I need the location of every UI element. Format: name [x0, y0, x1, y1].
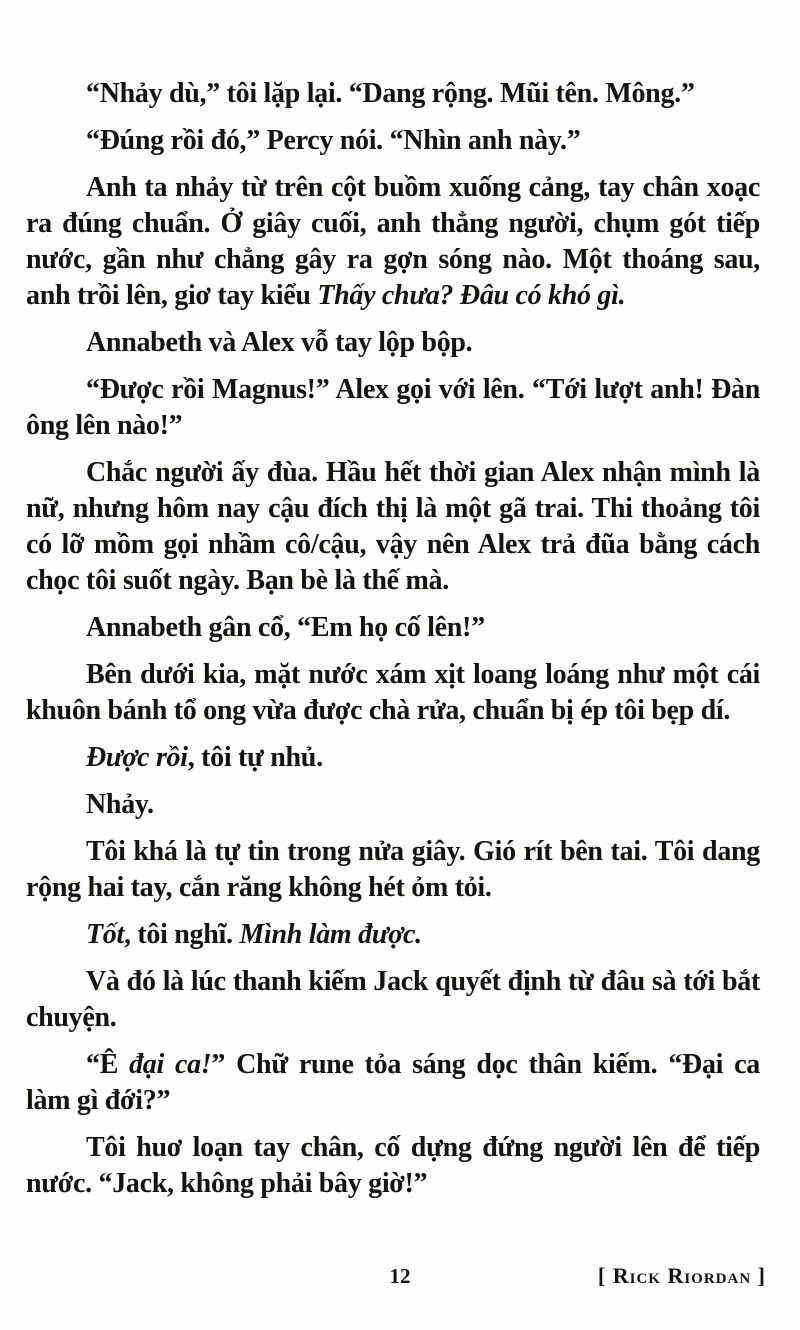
paragraph [26, 170, 760, 314]
italic-text-run: Được rồi [86, 742, 188, 773]
paragraph [26, 834, 760, 906]
paragraph [26, 610, 760, 646]
italic-text-run: Mình làm được. [239, 919, 422, 950]
paragraph [26, 123, 760, 159]
text-run: Anh ta nhảy từ trên cột buồm xuống cảng, tay chân xoạc ra đúng chuẩn. Ở giây cuối, anh thẳng người, chụm gót tiếp nước, gần như chẳng gây ra gợn sóng nào. Một thoáng sau, anh trồi lên, giơ tay kiểu [26, 172, 760, 311]
text-run: “Nhảy dù,” tôi lặp lại. “Dang rộng. Mũi tên. Mông.” [86, 78, 695, 109]
page-footer [0, 1263, 800, 1293]
text-run: Bên dưới kia, mặt nước xám xịt loang loáng như một cái khuôn bánh tổ ong vừa được chà rửa, chuẩn bị ép tôi bẹp dí. [26, 659, 760, 726]
paragraph [26, 917, 760, 953]
text-run: , tôi nghĩ. [123, 919, 240, 950]
paragraph [26, 787, 760, 823]
text-run: “Ê [86, 1049, 130, 1080]
italic-text-run: Thấy chưa? Đâu có khó gì. [317, 280, 626, 311]
paragraph [26, 76, 760, 112]
text-run: “Đúng rồi đó,” Percy nói. “Nhìn anh này.” [86, 125, 581, 156]
text-run: Chắc người ấy đùa. Hầu hết thời gian Alex nhận mình là nữ, nhưng hôm nay cậu đích thị là một gã trai. Thi thoảng tôi có lỡ mồm gọi nhầm cô/cậu, vậy nên Alex trả đũa bằng cách chọc tôi suốt ngày. Bạn bè là thế mà. [26, 457, 760, 596]
paragraph [26, 455, 760, 599]
paragraph [26, 1047, 760, 1119]
text-run: , tôi tự nhủ. [187, 742, 323, 773]
text-run: Annabeth và Alex vỗ tay lộp bộp. [86, 327, 473, 358]
paragraph [26, 740, 760, 776]
paragraph [26, 325, 760, 361]
paragraph [26, 372, 760, 444]
italic-text-run: đại ca! [129, 1049, 212, 1080]
text-run: Tôi huơ loạn tay chân, cố dựng đứng người lên để tiếp nước. “Jack, không phải bây giờ!” [26, 1132, 760, 1199]
text-run: “Được rồi Magnus!” Alex gọi với lên. “Tới lượt anh! Đàn ông lên nào!” [26, 374, 760, 441]
paragraph [26, 1130, 760, 1202]
text-run: Và đó là lúc thanh kiếm Jack quyết định từ đâu sà tới bắt chuyện. [26, 966, 760, 1033]
text-run: ” Chữ rune tỏa sáng dọc thân kiếm. “Đại ca làm gì đới?” [26, 1049, 760, 1116]
page-number: 12 [389, 1264, 411, 1288]
text-run: Nhảy. [86, 789, 154, 820]
italic-text-run: Tốt [86, 919, 124, 950]
text-run: Annabeth gân cổ, “Em họ cố lên!” [86, 612, 485, 643]
text-run: Tôi khá là tự tin trong nửa giây. Gió rít bên tai. Tôi dang rộng hai tay, cắn răng không hét ỏm tỏi. [26, 836, 760, 903]
paragraph [26, 964, 760, 1036]
paragraph [26, 657, 760, 729]
author-running-footer: [ Rick Riordan ] [597, 1263, 766, 1288]
page-body [26, 76, 760, 1213]
